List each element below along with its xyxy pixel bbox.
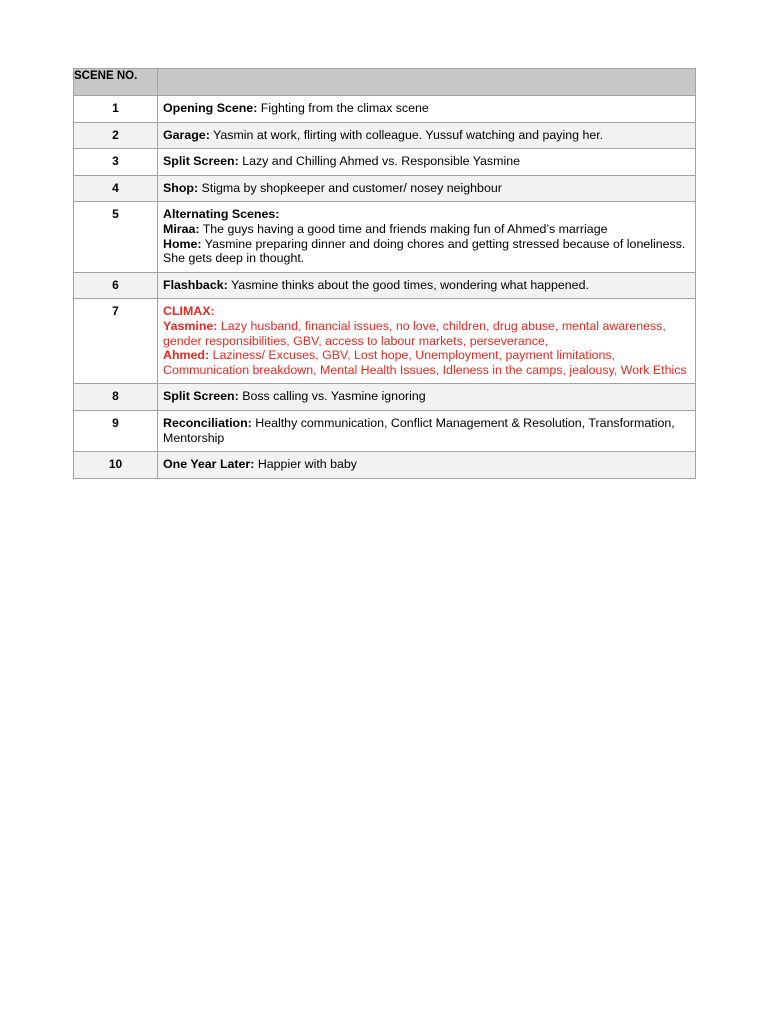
- table-row: [74, 410, 696, 451]
- scene-description: [158, 272, 696, 299]
- scene-text: The guys having a good time and friends making fun of Ahmed’s marriage: [199, 221, 608, 236]
- scene-number: 4: [74, 175, 158, 202]
- scene-label: Shop:: [163, 180, 199, 195]
- scene-text: Lazy and Chilling Ahmed vs. Responsible Yasmine: [238, 154, 520, 169]
- table-row: [74, 122, 696, 149]
- scene-label: Flashback:: [163, 277, 228, 292]
- table-header-row: [74, 69, 696, 96]
- scene-description-line: [163, 319, 689, 348]
- scene-description: [158, 202, 696, 272]
- scene-label: Alternating Scenes:: [163, 207, 280, 222]
- scene-text: Stigma by shopkeeper and customer/ nosey neighbour: [198, 180, 502, 195]
- scene-description: [158, 122, 696, 149]
- table-row: [74, 202, 696, 272]
- scene-description-line: [163, 278, 689, 293]
- scene-description-line: [163, 207, 689, 222]
- scene-label: Home:: [163, 236, 202, 251]
- scene-description-line: [163, 237, 689, 266]
- scene-number: 8: [74, 384, 158, 411]
- table-row: [74, 149, 696, 176]
- scene-label: Reconciliation:: [163, 415, 252, 430]
- scene-description-line: [163, 222, 689, 237]
- scene-label: Ahmed:: [163, 348, 210, 363]
- scene-description-line: [163, 457, 689, 472]
- scene-text: Happier with baby: [254, 457, 357, 472]
- scene-number: 3: [74, 149, 158, 176]
- scene-description-line: [163, 181, 689, 196]
- scene-text: Yasmine thinks about the good times, wondering what happened.: [227, 277, 589, 292]
- scene-number: 7: [74, 299, 158, 384]
- scene-text: Laziness/ Excuses, GBV, Lost hope, Unemployment, payment limitations, Communication breakdown, Mental Health Issues, Idleness in the camps, jealousy, Work Ethics: [163, 348, 687, 377]
- scene-description: [158, 452, 696, 479]
- scene-description-line: [163, 154, 689, 169]
- table-row: [74, 272, 696, 299]
- scene-text: Lazy husband, financial issues, no love, children, drug abuse, mental awareness, gender responsibilities, GBV, access to labour markets, perseverance,: [163, 318, 666, 348]
- scene-number: 6: [74, 272, 158, 299]
- header-description: [158, 69, 696, 96]
- scene-description: [158, 384, 696, 411]
- scene-description-line: [163, 128, 689, 143]
- scene-table: [73, 68, 696, 479]
- scene-description-line: [163, 101, 689, 116]
- scene-description-line: [163, 389, 689, 404]
- scene-description-line: [163, 416, 689, 445]
- scene-description: [158, 299, 696, 384]
- scene-number: 1: [74, 96, 158, 123]
- scene-number: 9: [74, 410, 158, 451]
- scene-description-line: [163, 348, 689, 377]
- scene-description: [158, 149, 696, 176]
- scene-text: Fighting from the climax scene: [257, 101, 429, 115]
- scene-description-line: [163, 304, 689, 319]
- scene-description: [158, 96, 696, 123]
- scene-number: 5: [74, 202, 158, 272]
- scene-label: One Year Later:: [163, 457, 255, 472]
- scene-number: 2: [74, 122, 158, 149]
- scene-label: Split Screen:: [163, 154, 239, 169]
- table-row: [74, 96, 696, 123]
- scene-label: CLIMAX:: [163, 304, 215, 319]
- scene-text: Healthy communication, Conflict Management & Resolution, Transformation, Mentorship: [163, 415, 675, 445]
- scene-label: Garage:: [163, 127, 210, 142]
- scene-label: Miraa:: [163, 221, 200, 236]
- scene-text: Yasmin at work, flirting with colleague. Yussuf watching and paying her.: [209, 127, 604, 142]
- scene-number: 10: [74, 452, 158, 479]
- scene-label: Split Screen:: [163, 389, 239, 404]
- table-row: [74, 175, 696, 202]
- table-row: [74, 299, 696, 384]
- scene-description: [158, 175, 696, 202]
- scene-label: Yasmine:: [163, 318, 218, 333]
- header-scene-no: SCENE NO.: [74, 69, 158, 96]
- scene-text: Yasmine preparing dinner and doing chores and getting stressed because of loneliness. She gets deep in thought.: [163, 236, 686, 266]
- scene-label: Opening Scene:: [163, 101, 258, 115]
- table-row: [74, 384, 696, 411]
- scene-text: Boss calling vs. Yasmine ignoring: [238, 389, 426, 404]
- scene-description: [158, 410, 696, 451]
- table-row: [74, 452, 696, 479]
